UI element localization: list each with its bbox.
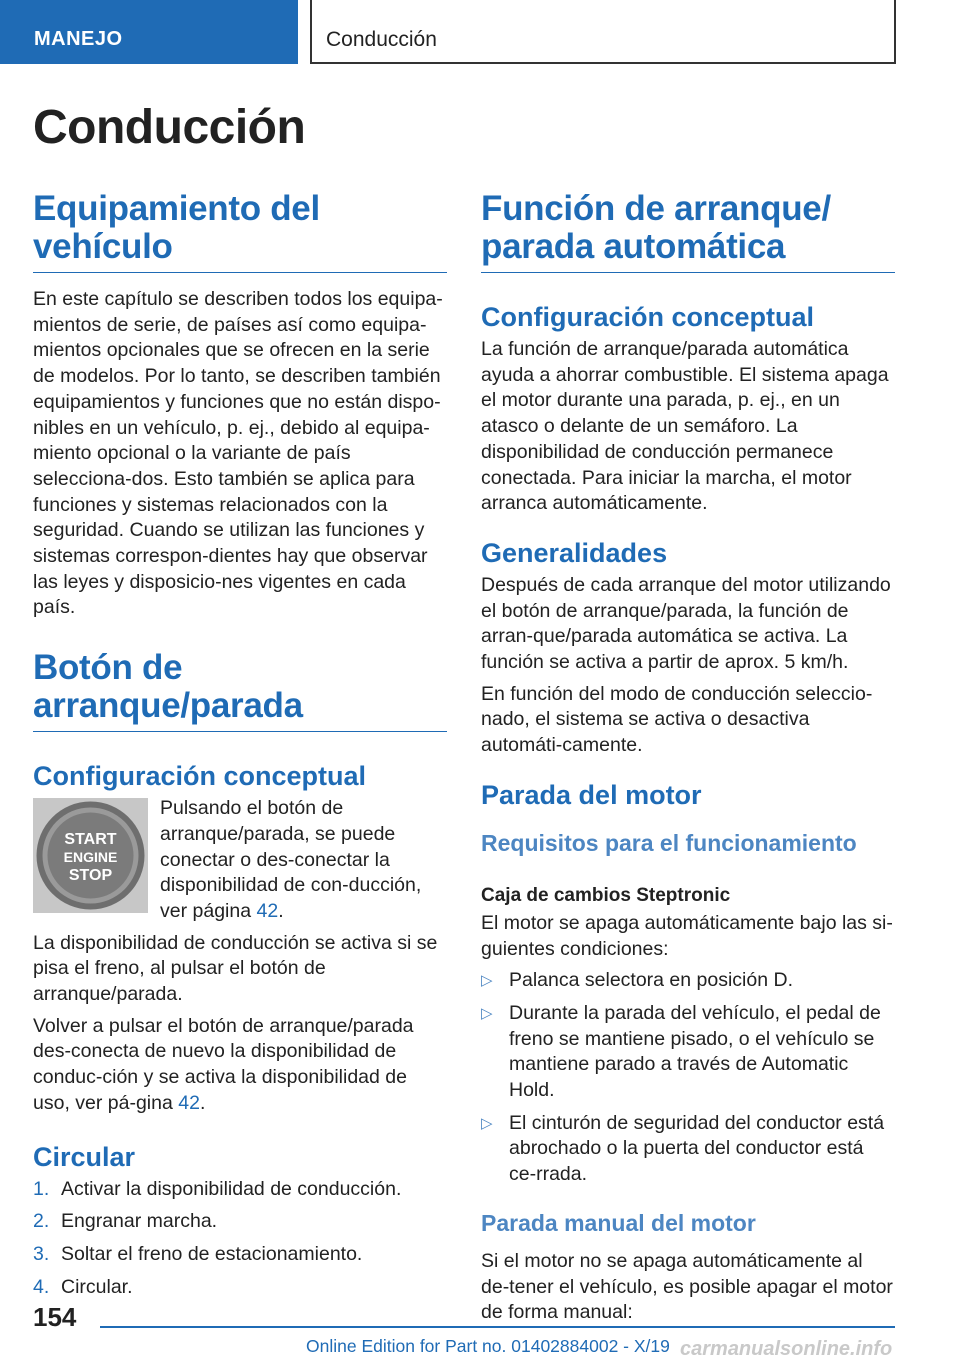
conditions-list	[481, 968, 895, 1188]
start-button-block	[33, 796, 447, 1014]
step-number: 1.	[33, 1177, 50, 1200]
button-text-engine: ENGINE	[63, 849, 118, 866]
header-chapter-box	[310, 0, 896, 64]
disconnect-text: Volver a pulsar el botón de arranque/parada des-conecta de nuevo la disponibilidad de conduc-ción y se activa la disponibilidad de uso, ver pá-gina	[33, 1014, 414, 1114]
start-stop-button-image	[33, 798, 148, 913]
header-chapter-label: Conducción	[326, 28, 437, 51]
step-number: 2.	[33, 1210, 50, 1233]
brake-paragraph: La disponibilidad de conducción se activa si se pisa el freno, al pulsar el botón de arranque/parada.	[33, 931, 438, 1006]
list-item	[33, 1177, 447, 1203]
subsection-title-engine-stop: Parada del motor	[481, 779, 702, 810]
disconnect-paragraph	[33, 1014, 447, 1117]
section-title-auto-start-stop: Función de arranque/ parada automática	[481, 190, 895, 273]
condition-text: El cinturón de seguridad del conductor está abrochado o la puerta del conductor está ce-rrada.	[509, 1111, 885, 1186]
heading-manual-stop: Parada manual del motor	[481, 1209, 756, 1236]
section-title-start-stop-button: Botón de arranque/parada	[33, 649, 447, 732]
condition-text: Palanca selectora en posición D.	[509, 969, 793, 992]
list-item	[481, 1001, 895, 1104]
left-column	[33, 190, 447, 1307]
step-text: Soltar el freno de estacionamiento.	[61, 1242, 363, 1265]
general-paragraph-2: En función del modo de conducción seleccio-nado, el sistema se activa o desactiva automáti-camente.	[481, 682, 873, 757]
footer-divider	[100, 1326, 895, 1328]
page-title: Conducción	[33, 101, 306, 154]
watermark: carmanualsonline.info	[680, 1338, 893, 1360]
page-link-42[interactable]: 42	[256, 899, 279, 922]
concept-paragraph: La función de arranque/parada automática ayuda a ahorrar combustible. El sistema apaga el motor durante una parada, p. ej., en un atasco o delante de un semáforo. La disponibilidad de conducción permanece conectada. Para iniciar la marcha, el motor arranca automáticamente.	[481, 338, 889, 515]
general-paragraph-1: Después de cada arranque del motor utilizando el botón de arranque/parada, la función de arran-que/parada automática se activa. La función se activa a partir de aprox. 5 km/h.	[481, 573, 891, 674]
list-item	[481, 1111, 895, 1188]
page-link-42-second[interactable]: 42	[178, 1091, 200, 1114]
start-button-text-end: .	[278, 899, 284, 922]
heading-steptronic: Caja de cambios Steptronic	[481, 884, 731, 906]
header-section-tab	[0, 0, 298, 64]
button-text-start: START	[64, 831, 117, 849]
step-text: Activar la disponibilidad de conducción.	[61, 1177, 402, 1200]
triangle-bullet-icon: ▷	[481, 972, 493, 990]
footer-edition: Online Edition for Part no. 01402884002 - X/19	[306, 1336, 670, 1356]
disconnect-text-end: .	[199, 1091, 206, 1114]
button-text-stop: STOP	[68, 867, 113, 885]
conditions-intro: El motor se apaga automáticamente bajo las si-guientes condiciones:	[481, 911, 893, 960]
start-button-text: Pulsando el botón de arranque/parada, se puede conectar o des-conectar la disponibilidad de con-ducción, ver página	[160, 797, 422, 922]
step-text: Engranar marcha.	[61, 1210, 218, 1233]
page-number: 154	[33, 1302, 77, 1332]
section-title-equipment: Equipamiento del vehículo	[33, 190, 447, 273]
step-text: Circular.	[61, 1275, 133, 1298]
triangle-bullet-icon: ▷	[481, 1004, 493, 1022]
list-item	[481, 968, 895, 994]
subsection-title-concept: Configuración conceptual	[33, 761, 367, 792]
step-number: 4.	[33, 1275, 50, 1298]
heading-requirements: Requisitos para el funcionamiento	[481, 829, 857, 856]
subsection-title-general: Generalidades	[481, 537, 668, 568]
subsection-title-driving: Circular	[33, 1141, 136, 1172]
subsection-title-concept-auto: Configuración conceptual	[481, 302, 815, 332]
list-item	[33, 1242, 447, 1268]
step-number: 3.	[33, 1242, 50, 1265]
triangle-bullet-icon: ▷	[481, 1114, 493, 1132]
start-stop-button-graphic	[33, 798, 148, 913]
header-section-label: MANEJO	[34, 28, 123, 50]
condition-text: Durante la parada del vehículo, el pedal de freno se mantiene pisado, o el vehículo se mantiene parado a través de Automatic Hold.	[509, 1001, 881, 1102]
right-column	[481, 190, 895, 1332]
list-item	[33, 1209, 447, 1235]
manual-stop-paragraph: Si el motor no se apaga automáticamente al de-tener el vehículo, es posible apagar el motor de forma manual:	[481, 1249, 893, 1324]
list-item	[33, 1275, 447, 1301]
equipment-paragraph: En este capítulo se describen todos los equipa-mientos de serie, de países así como equipa-mientos opcionales que se ofrecen en la serie de modelos. Por lo tanto, se describen también equipamientos y funciones que no están dispo-nibles en un vehículo, p. ej., debido al equipa-miento opcional o la variante de país selecciona-dos. Esto también se aplica para funciones y sistemas relacionados con la seguridad. Cuando se utilizan las funciones y sistemas correspon-dientes hay que observar las leyes y disposicio-nes vigentes en cada país.	[33, 288, 443, 619]
driving-steps-list	[33, 1177, 447, 1301]
